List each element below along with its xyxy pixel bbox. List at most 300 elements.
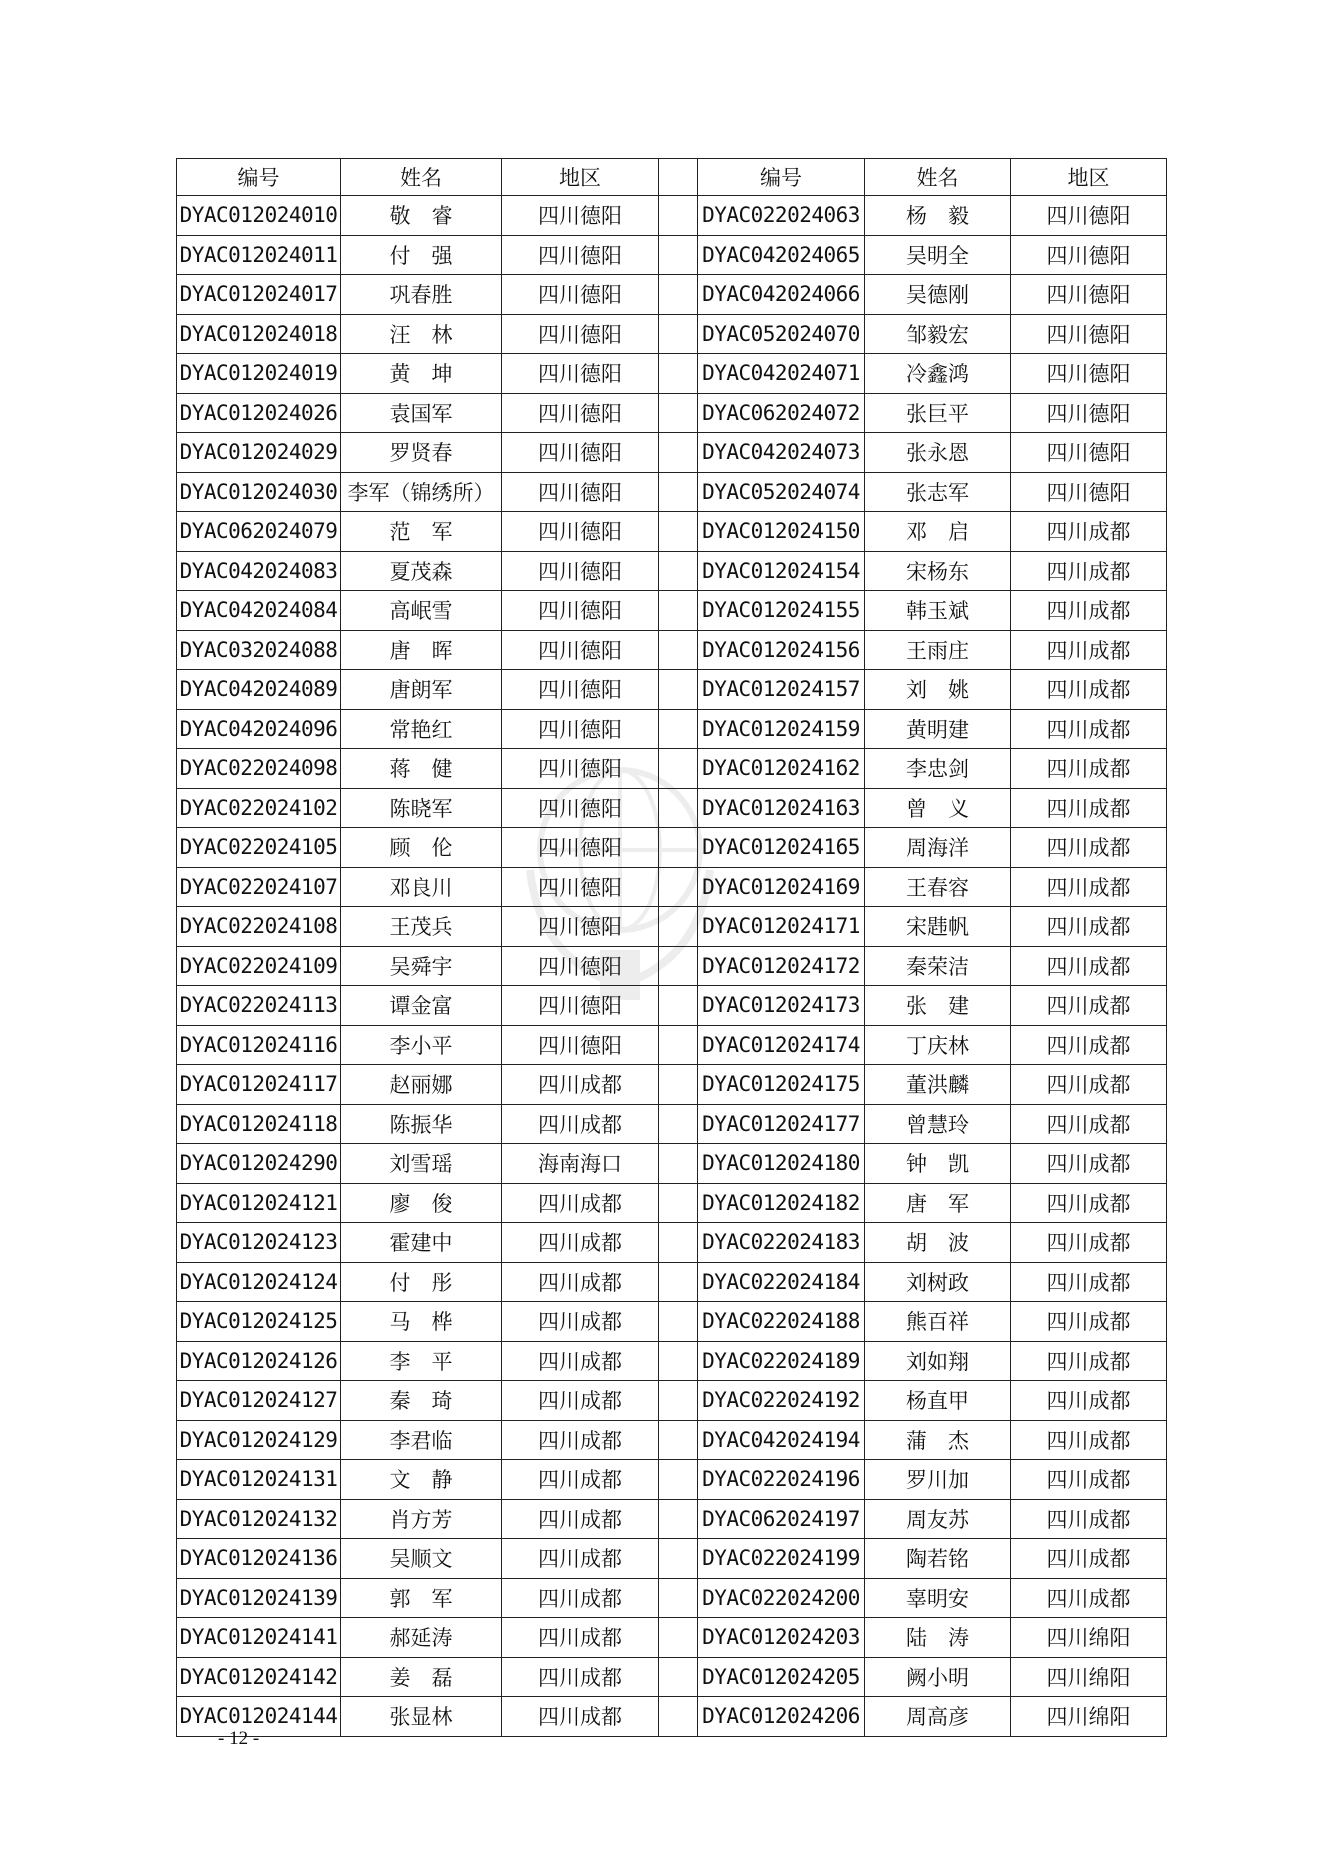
column-gap-cell — [659, 946, 698, 986]
code-left-cell: DYAC012024116 — [177, 1025, 341, 1065]
name-right-cell: 秦荣洁 — [865, 946, 1011, 986]
column-gap-cell — [659, 1144, 698, 1184]
region-left-cell: 四川成都 — [502, 1539, 659, 1579]
name-right-cell: 胡 波 — [865, 1223, 1011, 1263]
code-left-cell: DYAC012024123 — [177, 1223, 341, 1263]
name-left-cell: 李 平 — [341, 1341, 502, 1381]
region-left-cell: 四川德阳 — [502, 591, 659, 631]
name-right-cell: 熊百祥 — [865, 1302, 1011, 1342]
code-left-cell: DYAC012024124 — [177, 1262, 341, 1302]
region-left-cell: 四川成都 — [502, 1183, 659, 1223]
region-right-cell: 四川成都 — [1011, 828, 1167, 868]
code-right-cell: DYAC012024157 — [698, 670, 865, 710]
region-right-cell: 四川成都 — [1011, 749, 1167, 789]
region-right-cell: 四川德阳 — [1011, 314, 1167, 354]
region-right-cell: 四川成都 — [1011, 1420, 1167, 1460]
name-left-cell: 肖方芳 — [341, 1499, 502, 1539]
table-row — [177, 1539, 1167, 1579]
region-right-cell: 四川绵阳 — [1011, 1618, 1167, 1658]
table-row — [177, 235, 1167, 275]
name-right-cell: 张志军 — [865, 472, 1011, 512]
region-right-cell: 四川成都 — [1011, 551, 1167, 591]
code-left-cell: DYAC012024121 — [177, 1183, 341, 1223]
name-left-cell: 黄 坤 — [341, 354, 502, 394]
name-left-cell: 高岷雪 — [341, 591, 502, 631]
region-left-cell: 四川成都 — [502, 1302, 659, 1342]
code-right-cell: DYAC012024177 — [698, 1104, 865, 1144]
code-right-cell: DYAC022024200 — [698, 1578, 865, 1618]
column-gap-cell — [659, 354, 698, 394]
region-left-cell: 四川德阳 — [502, 235, 659, 275]
name-right-cell: 罗川加 — [865, 1460, 1011, 1500]
name-left-cell: 秦 琦 — [341, 1381, 502, 1421]
code-right-cell: DYAC012024171 — [698, 907, 865, 947]
code-right-cell: DYAC012024206 — [698, 1697, 865, 1737]
name-right-cell: 冷鑫鸿 — [865, 354, 1011, 394]
column-gap-cell — [659, 986, 698, 1026]
table-row — [177, 472, 1167, 512]
name-right-cell: 杨直甲 — [865, 1381, 1011, 1421]
table-row — [177, 1262, 1167, 1302]
table-row — [177, 196, 1167, 236]
table-row — [177, 867, 1167, 907]
name-left-cell: 常艳红 — [341, 709, 502, 749]
region-right-cell: 四川成都 — [1011, 1183, 1167, 1223]
table-row — [177, 314, 1167, 354]
region-right-cell: 四川成都 — [1011, 788, 1167, 828]
name-right-cell: 阙小明 — [865, 1657, 1011, 1697]
column-gap-cell — [659, 828, 698, 868]
name-left-cell: 刘雪瑶 — [341, 1144, 502, 1184]
column-gap-cell — [659, 472, 698, 512]
name-left-cell: 巩春胜 — [341, 275, 502, 315]
code-left-cell: DYAC022024102 — [177, 788, 341, 828]
region-right-cell: 四川德阳 — [1011, 472, 1167, 512]
code-left-cell: DYAC012024131 — [177, 1460, 341, 1500]
code-left-cell: DYAC012024029 — [177, 433, 341, 473]
name-right-cell: 张永恩 — [865, 433, 1011, 473]
code-right-cell: DYAC022024196 — [698, 1460, 865, 1500]
code-left-cell: DYAC012024017 — [177, 275, 341, 315]
code-right-cell: DYAC042024194 — [698, 1420, 865, 1460]
code-right-cell: DYAC022024063 — [698, 196, 865, 236]
column-gap — [659, 159, 698, 196]
region-left-cell: 四川德阳 — [502, 907, 659, 947]
region-right-cell: 四川成都 — [1011, 1381, 1167, 1421]
table-row — [177, 354, 1167, 394]
code-right-cell: DYAC012024205 — [698, 1657, 865, 1697]
column-gap-cell — [659, 196, 698, 236]
name-right-cell: 周海洋 — [865, 828, 1011, 868]
column-gap-cell — [659, 1025, 698, 1065]
table-row — [177, 670, 1167, 710]
table-row — [177, 1025, 1167, 1065]
region-right-cell: 四川德阳 — [1011, 196, 1167, 236]
table-row — [177, 1578, 1167, 1618]
code-left-cell: DYAC012024136 — [177, 1539, 341, 1579]
region-left-cell: 四川德阳 — [502, 1025, 659, 1065]
region-left-cell: 四川德阳 — [502, 354, 659, 394]
region-right-cell: 四川德阳 — [1011, 393, 1167, 433]
code-right-cell: DYAC042024066 — [698, 275, 865, 315]
table-row — [177, 1420, 1167, 1460]
name-left-cell: 文 静 — [341, 1460, 502, 1500]
region-right-cell: 四川成都 — [1011, 1144, 1167, 1184]
region-right-cell: 四川成都 — [1011, 1065, 1167, 1105]
header-code-left: 编号 — [177, 159, 341, 196]
table-row — [177, 986, 1167, 1026]
name-right-cell: 周友苏 — [865, 1499, 1011, 1539]
column-gap-cell — [659, 1183, 698, 1223]
name-right-cell: 刘树政 — [865, 1262, 1011, 1302]
name-left-cell: 罗贤春 — [341, 433, 502, 473]
column-gap-cell — [659, 749, 698, 789]
region-right-cell: 四川绵阳 — [1011, 1657, 1167, 1697]
code-right-cell: DYAC012024203 — [698, 1618, 865, 1658]
page-number: - 12 - — [218, 1728, 260, 1749]
column-gap-cell — [659, 709, 698, 749]
region-left-cell: 四川德阳 — [502, 275, 659, 315]
name-right-cell: 陆 涛 — [865, 1618, 1011, 1658]
region-left-cell: 四川成都 — [502, 1618, 659, 1658]
name-right-cell: 韩玉斌 — [865, 591, 1011, 631]
table-row — [177, 709, 1167, 749]
table-row — [177, 275, 1167, 315]
code-left-cell: DYAC012024125 — [177, 1302, 341, 1342]
code-right-cell: DYAC042024065 — [698, 235, 865, 275]
name-left-cell: 唐 晖 — [341, 630, 502, 670]
region-left-cell: 四川成都 — [502, 1499, 659, 1539]
region-right-cell: 四川成都 — [1011, 907, 1167, 947]
code-left-cell: DYAC012024142 — [177, 1657, 341, 1697]
name-left-cell: 廖 俊 — [341, 1183, 502, 1223]
column-gap-cell — [659, 1499, 698, 1539]
region-left-cell: 四川德阳 — [502, 828, 659, 868]
name-left-cell: 张显林 — [341, 1697, 502, 1737]
region-left-cell: 四川德阳 — [502, 986, 659, 1026]
name-right-cell: 邓 启 — [865, 512, 1011, 552]
name-right-cell: 杨 毅 — [865, 196, 1011, 236]
column-gap-cell — [659, 1420, 698, 1460]
table-row — [177, 907, 1167, 947]
code-left-cell: DYAC022024108 — [177, 907, 341, 947]
name-left-cell: 唐朗军 — [341, 670, 502, 710]
region-right-cell: 四川成都 — [1011, 1341, 1167, 1381]
code-left-cell: DYAC012024132 — [177, 1499, 341, 1539]
table-row — [177, 1223, 1167, 1263]
name-right-cell: 刘 姚 — [865, 670, 1011, 710]
region-left-cell: 四川德阳 — [502, 709, 659, 749]
code-left-cell: DYAC022024109 — [177, 946, 341, 986]
code-right-cell: DYAC012024163 — [698, 788, 865, 828]
code-right-cell: DYAC012024173 — [698, 986, 865, 1026]
code-left-cell: DYAC042024089 — [177, 670, 341, 710]
code-left-cell: DYAC062024079 — [177, 512, 341, 552]
region-right-cell: 四川成都 — [1011, 630, 1167, 670]
code-right-cell: DYAC052024074 — [698, 472, 865, 512]
column-gap-cell — [659, 393, 698, 433]
code-left-cell: DYAC022024113 — [177, 986, 341, 1026]
region-right-cell: 四川德阳 — [1011, 433, 1167, 473]
column-gap-cell — [659, 1223, 698, 1263]
code-right-cell: DYAC012024172 — [698, 946, 865, 986]
table-row — [177, 512, 1167, 552]
column-gap-cell — [659, 1697, 698, 1737]
column-gap-cell — [659, 235, 698, 275]
code-right-cell: DYAC012024156 — [698, 630, 865, 670]
code-right-cell: DYAC022024199 — [698, 1539, 865, 1579]
region-left-cell: 海南海口 — [502, 1144, 659, 1184]
region-right-cell: 四川成都 — [1011, 1262, 1167, 1302]
name-left-cell: 陈晓军 — [341, 788, 502, 828]
table-row — [177, 393, 1167, 433]
region-right-cell: 四川成都 — [1011, 1104, 1167, 1144]
code-left-cell: DYAC022024098 — [177, 749, 341, 789]
table-row — [177, 1460, 1167, 1500]
region-left-cell: 四川成都 — [502, 1460, 659, 1500]
name-left-cell: 李君临 — [341, 1420, 502, 1460]
code-left-cell: DYAC012024129 — [177, 1420, 341, 1460]
code-left-cell: DYAC012024144 — [177, 1697, 341, 1737]
name-left-cell: 谭金富 — [341, 986, 502, 1026]
code-right-cell: DYAC012024159 — [698, 709, 865, 749]
code-right-cell: DYAC012024180 — [698, 1144, 865, 1184]
name-right-cell: 钟 凯 — [865, 1144, 1011, 1184]
code-right-cell: DYAC022024184 — [698, 1262, 865, 1302]
region-right-cell: 四川成都 — [1011, 986, 1167, 1026]
table-header-row — [177, 159, 1167, 196]
region-right-cell: 四川绵阳 — [1011, 1697, 1167, 1737]
name-left-cell: 敬 睿 — [341, 196, 502, 236]
name-right-cell: 陶若铭 — [865, 1539, 1011, 1579]
region-left-cell: 四川成都 — [502, 1104, 659, 1144]
region-right-cell: 四川成都 — [1011, 591, 1167, 631]
region-left-cell: 四川德阳 — [502, 314, 659, 354]
code-right-cell: DYAC012024162 — [698, 749, 865, 789]
name-left-cell: 袁国军 — [341, 393, 502, 433]
region-right-cell: 四川成都 — [1011, 670, 1167, 710]
region-left-cell: 四川成都 — [502, 1578, 659, 1618]
name-right-cell: 吴德刚 — [865, 275, 1011, 315]
region-left-cell: 四川成都 — [502, 1381, 659, 1421]
name-left-cell: 王茂兵 — [341, 907, 502, 947]
column-gap-cell — [659, 1065, 698, 1105]
region-right-cell: 四川成都 — [1011, 867, 1167, 907]
region-left-cell: 四川德阳 — [502, 512, 659, 552]
code-right-cell: DYAC012024174 — [698, 1025, 865, 1065]
name-right-cell: 黄明建 — [865, 709, 1011, 749]
code-right-cell: DYAC012024182 — [698, 1183, 865, 1223]
name-left-cell: 夏茂森 — [341, 551, 502, 591]
region-right-cell: 四川德阳 — [1011, 235, 1167, 275]
table-row — [177, 749, 1167, 789]
code-right-cell: DYAC012024169 — [698, 867, 865, 907]
name-left-cell: 吴舜宇 — [341, 946, 502, 986]
name-right-cell: 宋杨东 — [865, 551, 1011, 591]
name-left-cell: 郭 军 — [341, 1578, 502, 1618]
name-left-cell: 姜 磊 — [341, 1657, 502, 1697]
name-right-cell: 辜明安 — [865, 1578, 1011, 1618]
code-left-cell: DYAC012024019 — [177, 354, 341, 394]
name-left-cell: 李小平 — [341, 1025, 502, 1065]
region-right-cell: 四川德阳 — [1011, 354, 1167, 394]
header-name-left: 姓名 — [341, 159, 502, 196]
code-left-cell: DYAC012024011 — [177, 235, 341, 275]
region-left-cell: 四川德阳 — [502, 196, 659, 236]
region-right-cell: 四川成都 — [1011, 1223, 1167, 1263]
name-right-cell: 邹毅宏 — [865, 314, 1011, 354]
region-left-cell: 四川成都 — [502, 1420, 659, 1460]
region-left-cell: 四川德阳 — [502, 670, 659, 710]
column-gap-cell — [659, 1104, 698, 1144]
column-gap-cell — [659, 1341, 698, 1381]
name-left-cell: 蒋 健 — [341, 749, 502, 789]
header-region-right: 地区 — [1011, 159, 1167, 196]
column-gap-cell — [659, 591, 698, 631]
table-row — [177, 591, 1167, 631]
name-left-cell: 李军（锦绣所） — [341, 472, 502, 512]
code-left-cell: DYAC012024010 — [177, 196, 341, 236]
name-right-cell: 曾 义 — [865, 788, 1011, 828]
code-left-cell: DYAC032024088 — [177, 630, 341, 670]
column-gap-cell — [659, 275, 698, 315]
code-left-cell: DYAC012024118 — [177, 1104, 341, 1144]
header-region-left: 地区 — [502, 159, 659, 196]
code-right-cell: DYAC012024155 — [698, 591, 865, 631]
code-right-cell: DYAC042024071 — [698, 354, 865, 394]
name-left-cell: 范 军 — [341, 512, 502, 552]
name-right-cell: 王春容 — [865, 867, 1011, 907]
name-right-cell: 刘如翔 — [865, 1341, 1011, 1381]
code-right-cell: DYAC022024192 — [698, 1381, 865, 1421]
code-right-cell: DYAC012024165 — [698, 828, 865, 868]
code-left-cell: DYAC012024030 — [177, 472, 341, 512]
name-left-cell: 邓良川 — [341, 867, 502, 907]
column-gap-cell — [659, 867, 698, 907]
region-left-cell: 四川成都 — [502, 1697, 659, 1737]
code-right-cell: DYAC022024189 — [698, 1341, 865, 1381]
column-gap-cell — [659, 907, 698, 947]
name-right-cell: 吴明全 — [865, 235, 1011, 275]
table-row — [177, 433, 1167, 473]
region-right-cell: 四川成都 — [1011, 946, 1167, 986]
region-left-cell: 四川成都 — [502, 1065, 659, 1105]
column-gap-cell — [659, 1302, 698, 1342]
region-right-cell: 四川成都 — [1011, 1499, 1167, 1539]
table-row — [177, 551, 1167, 591]
code-right-cell: DYAC062024072 — [698, 393, 865, 433]
code-left-cell: DYAC012024139 — [177, 1578, 341, 1618]
code-left-cell: DYAC012024290 — [177, 1144, 341, 1184]
region-left-cell: 四川德阳 — [502, 630, 659, 670]
region-left-cell: 四川德阳 — [502, 393, 659, 433]
name-left-cell: 吴顺文 — [341, 1539, 502, 1579]
name-right-cell: 蒲 杰 — [865, 1420, 1011, 1460]
column-gap-cell — [659, 670, 698, 710]
name-left-cell: 陈振华 — [341, 1104, 502, 1144]
region-left-cell: 四川成都 — [502, 1657, 659, 1697]
name-left-cell: 马 桦 — [341, 1302, 502, 1342]
region-right-cell: 四川德阳 — [1011, 275, 1167, 315]
table-row — [177, 1697, 1167, 1737]
column-gap-cell — [659, 788, 698, 828]
region-right-cell: 四川成都 — [1011, 1578, 1167, 1618]
name-left-cell: 赵丽娜 — [341, 1065, 502, 1105]
code-left-cell: DYAC012024018 — [177, 314, 341, 354]
name-right-cell: 董洪麟 — [865, 1065, 1011, 1105]
column-gap-cell — [659, 1618, 698, 1658]
code-right-cell: DYAC012024154 — [698, 551, 865, 591]
region-left-cell: 四川成都 — [502, 1223, 659, 1263]
code-left-cell: DYAC042024084 — [177, 591, 341, 631]
region-right-cell: 四川成都 — [1011, 1460, 1167, 1500]
code-right-cell: DYAC022024188 — [698, 1302, 865, 1342]
region-right-cell: 四川成都 — [1011, 512, 1167, 552]
region-right-cell: 四川成都 — [1011, 709, 1167, 749]
column-gap-cell — [659, 1657, 698, 1697]
name-right-cell: 张 建 — [865, 986, 1011, 1026]
table-row — [177, 1341, 1167, 1381]
name-right-cell: 曾慧玲 — [865, 1104, 1011, 1144]
table-row — [177, 828, 1167, 868]
name-left-cell: 郝延涛 — [341, 1618, 502, 1658]
region-left-cell: 四川德阳 — [502, 472, 659, 512]
table-row — [177, 946, 1167, 986]
column-gap-cell — [659, 1381, 698, 1421]
code-right-cell: DYAC042024073 — [698, 433, 865, 473]
name-right-cell: 周高彦 — [865, 1697, 1011, 1737]
column-gap-cell — [659, 630, 698, 670]
name-left-cell: 汪 林 — [341, 314, 502, 354]
code-left-cell: DYAC042024096 — [177, 709, 341, 749]
table-row — [177, 1144, 1167, 1184]
code-left-cell: DYAC022024105 — [177, 828, 341, 868]
region-left-cell: 四川德阳 — [502, 946, 659, 986]
code-right-cell: DYAC012024175 — [698, 1065, 865, 1105]
column-gap-cell — [659, 433, 698, 473]
table-row — [177, 788, 1167, 828]
region-left-cell: 四川德阳 — [502, 867, 659, 907]
code-left-cell: DYAC022024107 — [177, 867, 341, 907]
name-right-cell: 王雨庄 — [865, 630, 1011, 670]
region-right-cell: 四川成都 — [1011, 1539, 1167, 1579]
name-right-cell: 宋韪帆 — [865, 907, 1011, 947]
table-row — [177, 1183, 1167, 1223]
region-right-cell: 四川成都 — [1011, 1025, 1167, 1065]
region-left-cell: 四川德阳 — [502, 749, 659, 789]
region-right-cell: 四川成都 — [1011, 1302, 1167, 1342]
roster-body — [177, 196, 1167, 1737]
name-right-cell: 张巨平 — [865, 393, 1011, 433]
code-left-cell: DYAC012024126 — [177, 1341, 341, 1381]
code-right-cell: DYAC062024197 — [698, 1499, 865, 1539]
table-row — [177, 1065, 1167, 1105]
name-left-cell: 付 强 — [341, 235, 502, 275]
code-left-cell: DYAC012024127 — [177, 1381, 341, 1421]
table-row — [177, 1302, 1167, 1342]
code-right-cell: DYAC012024150 — [698, 512, 865, 552]
table-row — [177, 630, 1167, 670]
column-gap-cell — [659, 1262, 698, 1302]
column-gap-cell — [659, 551, 698, 591]
name-right-cell: 丁庆林 — [865, 1025, 1011, 1065]
table-row — [177, 1499, 1167, 1539]
column-gap-cell — [659, 1578, 698, 1618]
column-gap-cell — [659, 314, 698, 354]
region-left-cell: 四川德阳 — [502, 788, 659, 828]
column-gap-cell — [659, 1460, 698, 1500]
name-left-cell: 霍建中 — [341, 1223, 502, 1263]
